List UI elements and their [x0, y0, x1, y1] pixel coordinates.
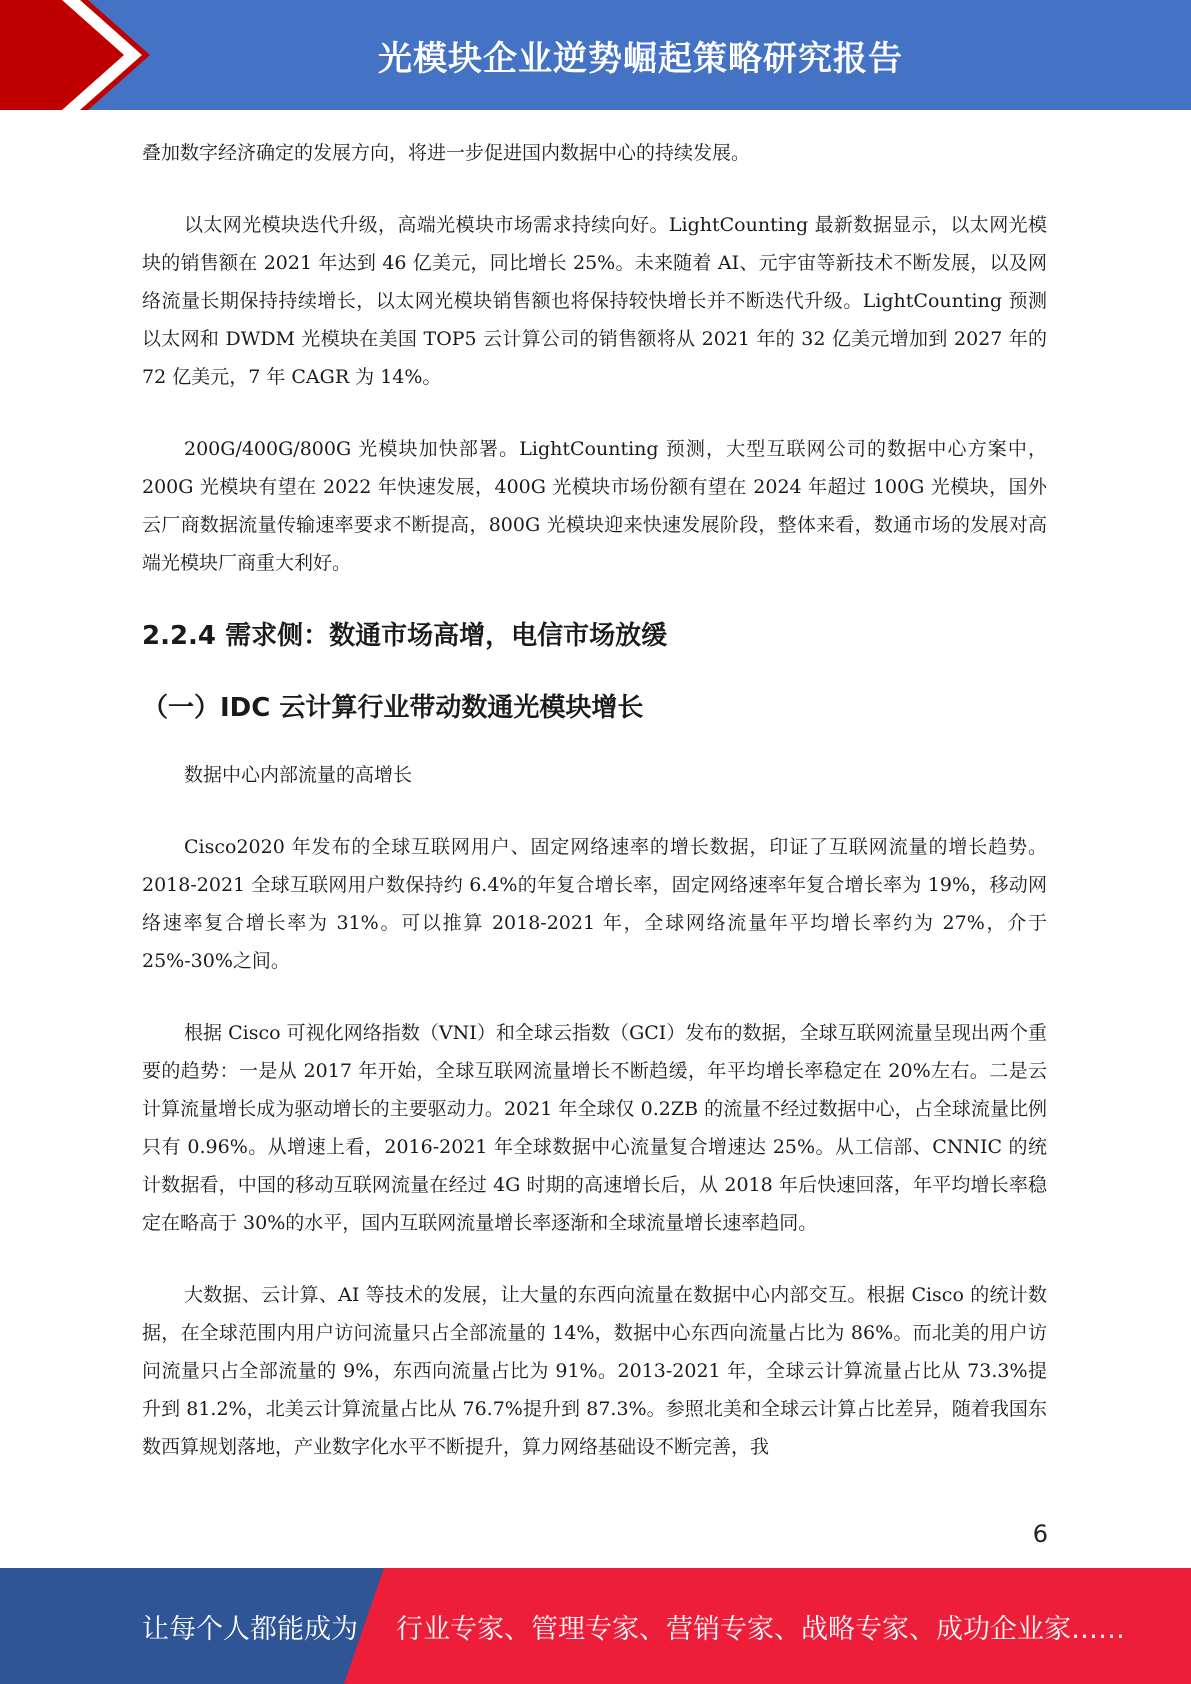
document-body — [142, 134, 1047, 1500]
paragraph-4: 数据中心内部流量的高增长 — [184, 764, 413, 786]
footer-banner — [0, 1568, 1191, 1684]
report-title: 光模块企业逆势崛起策略研究报告 — [378, 38, 903, 79]
page-number: 6 — [1032, 1520, 1048, 1548]
section-heading: 2.2.4 需求侧：数通市场高增，电信市场放缓 — [142, 621, 668, 651]
footer-slogan-right: 行业专家、管理专家、营销专家、战略专家、成功企业家…… — [396, 1613, 1125, 1645]
paragraph-6: 根据 Cisco 可视化网络指数（VNI）和全球云指数（GCI）发布的数据，全球互联网流量呈现出两个重要的趋势：一是从 2017 年开始，全球互联网流量增长不断趋缓，年平均增长率稳定在 20%左右。二是云计算流量增长成为驱动增长的主要驱动力。2021 年全球仅 0.2ZB 的流量不经过数据中心，占全球流量比例只有 0.96%。从增速上看，2016-2021 年全球数据中心流量复合增速达 25%。从工信部、CNNIC 的统计数据看，中国的移动互联网流量在经过 4G 时期的高速增长后，从 2018 年后快速回落，年平均增长率稳定在略高于 30%的水平，国内互联网流量增长率逐渐和全球流量增长速率趋同。 — [142, 1022, 1047, 1234]
paragraph-2: 以太网光模块迭代升级，高端光模块市场需求持续向好。LightCounting 最新数据显示，以太网光模块的销售额在 2021 年达到 46 亿美元，同比增长 25%。未来随着 AI、元宇宙等新技术不断发展，以及网络流量长期保持持续增长，以太网光模块销售额也将保持较快增长并不断迭代升级。LightCounting 预测以太网和 DWDM 光模块在美国 TOP5 云计算公司的销售额将从 2021 年的 32 亿美元增加到 2027 年的 72 亿美元，7 年 CAGR 为 14%。 — [142, 214, 1047, 388]
footer-slogan-left: 让每个人都能成为 — [142, 1613, 358, 1645]
sub-heading: （一）IDC 云计算行业带动数通光模块增长 — [142, 693, 644, 723]
paragraph-7: 大数据、云计算、AI 等技术的发展，让大量的东西向流量在数据中心内部交互。根据 Cisco 的统计数据，在全球范围内用户访问流量只占全部流量的 14%，数据中心东西向流量占比为 86%。而北美的用户访问流量只占全部流量的 9%，东西向流量占比为 91%。2013-2021 年，全球云计算流量占比从 73.3%提升到 81.2%，北美云计算流量占比从 76.7%提升到 87.3%。参照北美和全球云计算占比差异，随着我国东数西算规划落地，产业数字化水平不断提升，算力网络基础设不断完善，我 — [142, 1284, 1047, 1458]
header-banner — [0, 0, 1191, 110]
paragraph-1: 叠加数字经济确定的发展方向，将进一步促进国内数据中心的持续发展。 — [142, 142, 751, 164]
paragraph-3: 200G/400G/800G 光模块加快部署。LightCounting 预测，大型互联网公司的数据中心方案中，200G 光模块有望在 2022 年快速发展，400G 光模块市场份额有望在 2024 年超过 100G 光模块，国外云厂商数据流量传输速率要求不断提高，800G 光模块迎来快速发展阶段，整体来看，数通市场的发展对高端光模块厂商重大利好。 — [142, 438, 1047, 574]
paragraph-5: Cisco2020 年发布的全球互联网用户、固定网络速率的增长数据，印证了互联网流量的增长趋势。2018-2021 全球互联网用户数保持约 6.4%的年复合增长率，固定网络速率年复合增长率为 19%，移动网络速率复合增长率为 31%。可以推算 2018-2021 年，全球网络流量年平均增长率约为 27%，介于 25%-30%之间。 — [142, 836, 1047, 972]
